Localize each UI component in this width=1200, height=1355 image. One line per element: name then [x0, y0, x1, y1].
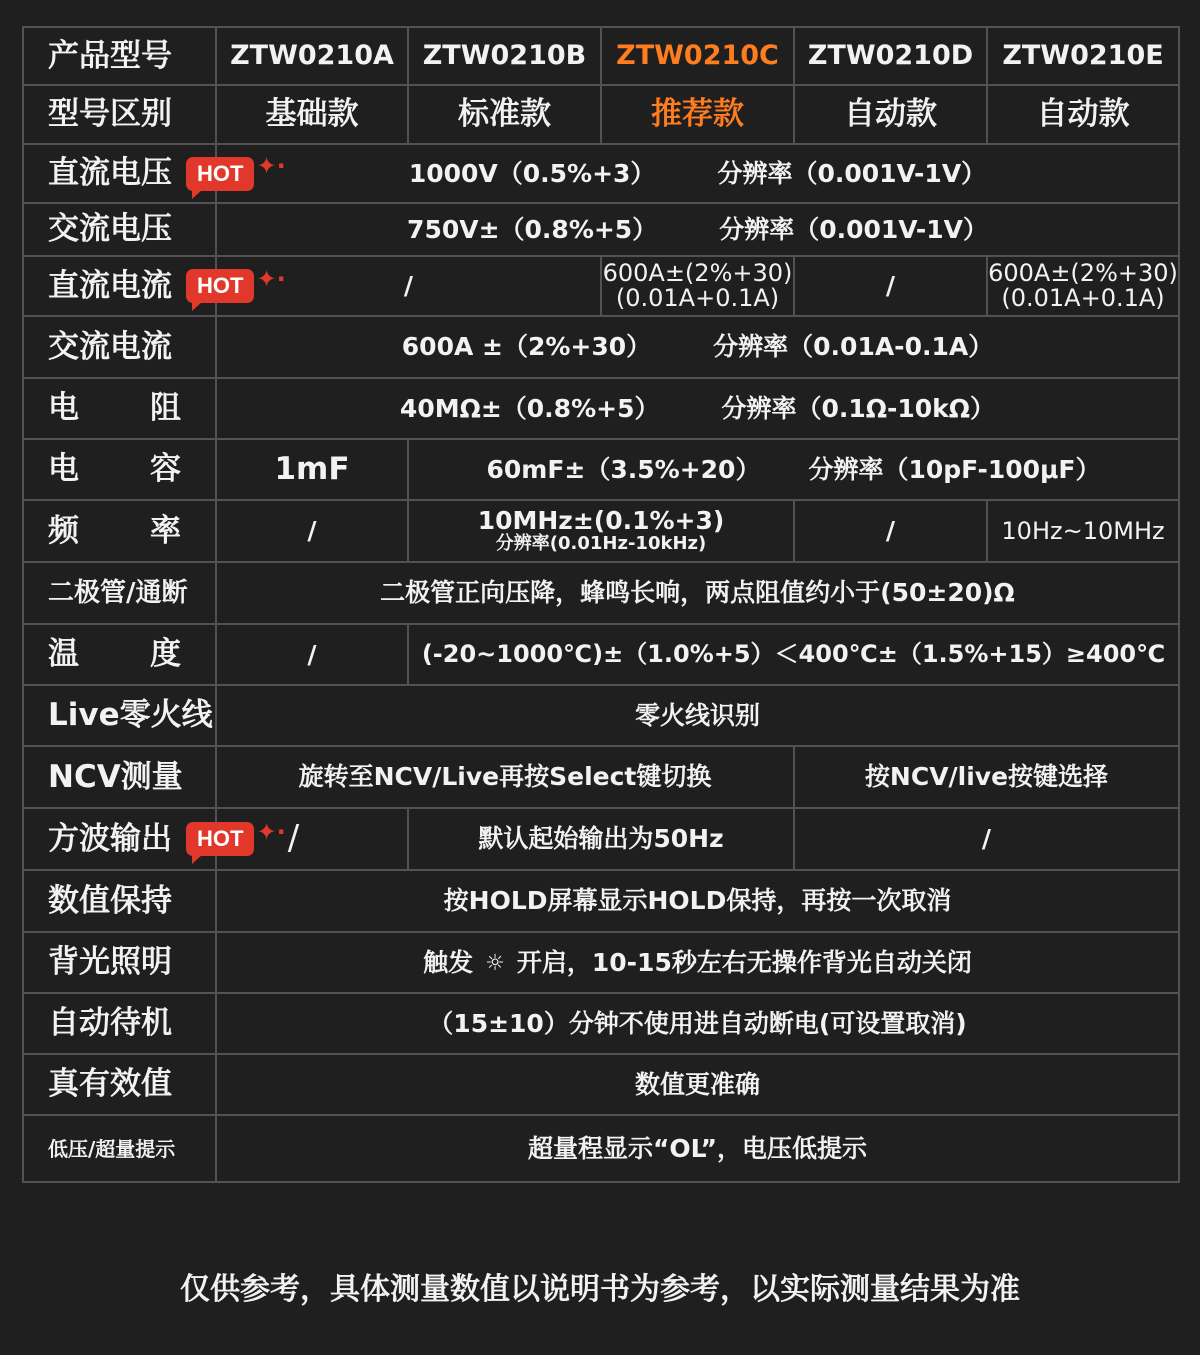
backlight-value — [216, 932, 1179, 993]
resistance-row — [23, 378, 1179, 439]
resistance-label-a: 电 — [48, 390, 79, 427]
variant-e: 自动款 — [987, 85, 1179, 144]
auto-off-row — [23, 993, 1179, 1054]
resistance-resolution: 分辨率（0.1Ω-10kΩ） — [721, 393, 996, 423]
frequency-e: 10Hz~10MHz — [987, 500, 1179, 562]
dc-current-c-range: 600A±(2%+30) — [602, 258, 793, 287]
auto-off-label: 自动待机 — [23, 993, 216, 1054]
hot-badge: HOT — [186, 269, 254, 303]
temperature-row — [23, 624, 1179, 685]
dc-voltage-label-cell — [23, 144, 286, 203]
square-wave-a: / — [287, 818, 300, 859]
dc-voltage-range: 1000V（0.5%+3） — [408, 158, 656, 188]
true-rms-row — [23, 1054, 1179, 1115]
backlight-label: 背光照明 — [23, 932, 216, 993]
model-a: ZTW0210A — [216, 27, 408, 85]
ncv-de: 按NCV/live按键选择 — [794, 746, 1179, 808]
ac-voltage-row — [23, 203, 1179, 256]
frequency-a: / — [216, 500, 408, 562]
true-rms-label: 真有效值 — [23, 1054, 216, 1115]
diode-row — [23, 562, 1179, 624]
temperature-label-cell — [23, 624, 216, 685]
temperature-label-a: 温 — [48, 636, 79, 673]
hot-badge: HOT — [186, 157, 254, 191]
capacitance-row — [23, 439, 1179, 500]
dc-current-c-resolution: (0.01A+0.1A) — [615, 284, 780, 312]
low-voltage-value: 超量程显示“OL”，电压低提示 — [216, 1115, 1179, 1182]
ncv-label: NCV测量 — [23, 746, 216, 808]
capacitance-spec — [408, 439, 1179, 500]
frequency-range: 10MHz±(0.1%+3) — [477, 506, 725, 536]
dc-current-row — [23, 256, 1179, 316]
dc-voltage-spec — [216, 144, 1179, 203]
resistance-spec — [216, 378, 1179, 439]
sun-icon: ☼ — [485, 950, 505, 976]
capacitance-range: 60mF±（3.5%+20） — [486, 454, 761, 484]
frequency-label-cell — [23, 500, 216, 562]
variant-a: 基础款 — [216, 85, 408, 144]
dc-voltage-label: 直流电压 — [48, 155, 172, 192]
spec-comparison-table — [22, 26, 1180, 1183]
variant-d: 自动款 — [794, 85, 987, 144]
live-line-label: Live零火线 — [23, 685, 216, 746]
dc-current-e — [987, 256, 1179, 316]
backlight-row — [23, 932, 1179, 993]
frequency-resolution: 分辨率(0.01Hz-10kHz) — [495, 532, 707, 554]
dc-current-ab: / — [216, 256, 601, 316]
ac-voltage-range: 750V±（0.8%+5） — [407, 214, 658, 244]
ac-voltage-spec — [216, 203, 1179, 256]
variant-row — [23, 85, 1179, 144]
live-line-row — [23, 685, 1179, 746]
model-e: ZTW0210E — [987, 27, 1179, 85]
backlight-post: 开启，10-15秒左右无操作背光自动关闭 — [516, 947, 972, 977]
temperature-value: (-20~1000℃)±（1.0%+5）＜400℃±（1.5%+15）≥400℃ — [408, 624, 1179, 685]
ac-voltage-resolution: 分辨率（0.001V-1V） — [719, 214, 988, 244]
model-header-row — [23, 27, 1179, 85]
square-wave-label-cell — [23, 808, 300, 870]
ncv-abc: 旋转至NCV/Live再按Select键切换 — [216, 746, 794, 808]
ac-current-label: 交流电流 — [23, 316, 216, 378]
frequency-label-a: 频 — [48, 512, 79, 549]
capacitance-resolution: 分辨率（10pF-100μF） — [808, 454, 1101, 484]
model-header-label: 产品型号 — [23, 27, 216, 85]
variant-label: 型号区别 — [23, 85, 216, 144]
square-wave-de: / — [794, 808, 1179, 870]
sparkle-icon: ✦· — [256, 152, 286, 181]
diode-label: 二极管/通断 — [23, 562, 216, 624]
capacitance-a: 1mF — [216, 439, 408, 500]
frequency-row — [23, 500, 1179, 562]
frequency-bc — [408, 500, 794, 562]
resistance-label-b: 阻 — [150, 390, 181, 427]
auto-off-value: （15±10）分钟不使用进自动断电(可设置取消) — [216, 993, 1179, 1054]
ac-current-range: 600A ±（2%+30） — [401, 332, 652, 362]
diode-value: 二极管正向压降，蜂鸣长响，两点阻值约小于(50±20)Ω — [216, 562, 1179, 624]
model-c: ZTW0210C — [601, 27, 794, 85]
variant-c: 推荐款 — [601, 85, 794, 144]
dc-current-e-resolution: (0.01A+0.1A) — [1001, 284, 1165, 312]
ac-voltage-label: 交流电压 — [23, 203, 216, 256]
dc-current-c — [601, 256, 794, 316]
square-wave-label: 方波输出 — [48, 820, 172, 857]
capacitance-label-a: 电 — [48, 451, 79, 488]
dc-voltage-row — [23, 144, 1179, 203]
resistance-range: 40MΩ±（0.8%+5） — [399, 393, 660, 423]
dc-voltage-resolution: 分辨率（0.001V-1V） — [717, 158, 987, 188]
frequency-d: / — [794, 500, 987, 562]
true-rms-value: 数值更准确 — [216, 1054, 1179, 1115]
frequency-label-b: 率 — [150, 512, 181, 549]
low-voltage-row — [23, 1115, 1179, 1182]
hold-label: 数值保持 — [23, 870, 216, 932]
hold-value: 按HOLD屏幕显示HOLD保持，再按一次取消 — [216, 870, 1179, 932]
capacitance-label-b: 容 — [150, 451, 181, 488]
dc-current-label-cell — [23, 256, 286, 316]
sparkle-icon: ✦· — [256, 817, 286, 846]
ac-current-spec — [216, 316, 1179, 378]
capacitance-label-cell — [23, 439, 216, 500]
low-voltage-label: 低压/超量提示 — [23, 1115, 216, 1182]
dc-current-e-range: 600A±(2%+30) — [988, 258, 1178, 287]
model-d: ZTW0210D — [794, 27, 987, 85]
sparkle-icon: ✦· — [256, 264, 286, 293]
temperature-a: / — [216, 624, 408, 685]
live-line-value: 零火线识别 — [216, 685, 1179, 746]
model-b: ZTW0210B — [408, 27, 601, 85]
backlight-pre: 触发 — [423, 947, 474, 977]
ac-current-resolution: 分辨率（0.01A-0.1A） — [713, 332, 994, 362]
hold-row — [23, 870, 1179, 932]
square-wave-row — [23, 808, 1179, 870]
resistance-label-cell — [23, 378, 216, 439]
dc-current-label: 直流电流 — [48, 267, 172, 304]
ac-current-row — [23, 316, 1179, 378]
footer-disclaimer: 仅供参考，具体测量数值以说明书为参考，以实际测量结果为准 — [180, 1272, 1020, 1307]
dc-current-d: / — [794, 256, 987, 316]
hot-badge: HOT — [186, 822, 254, 856]
temperature-label-b: 度 — [150, 636, 181, 673]
ncv-row — [23, 746, 1179, 808]
square-wave-bc: 默认起始输出为50Hz — [408, 808, 794, 870]
variant-b: 标准款 — [408, 85, 601, 144]
